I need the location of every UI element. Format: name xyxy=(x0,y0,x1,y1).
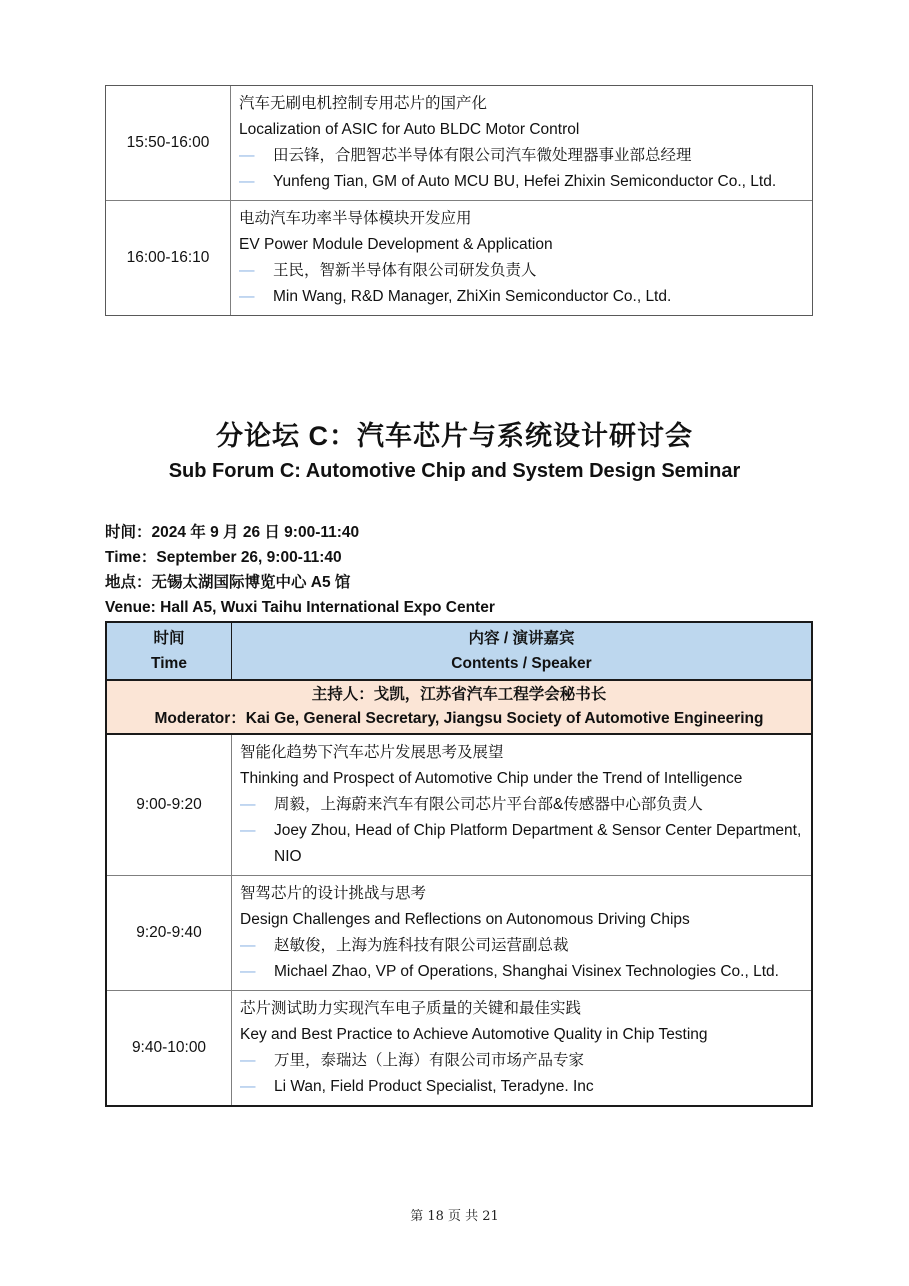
talk-title-en: EV Power Module Development & Application xyxy=(239,236,553,253)
header-content-zh: 内容 / 演讲嘉宾 xyxy=(468,630,575,647)
speaker-text: 王民，智新半导体有限公司研发负责人 xyxy=(273,262,537,279)
section-title xyxy=(0,414,909,483)
em-dash: — xyxy=(240,822,256,839)
header-content-cell xyxy=(232,623,811,679)
speaker-text: 赵敏俊，上海为旌科技有限公司运营副总裁 xyxy=(274,937,569,954)
content-cell xyxy=(231,86,812,200)
table-row xyxy=(106,86,812,200)
table-row xyxy=(106,200,812,315)
speaker-line-en xyxy=(240,818,803,870)
forum-agenda-table xyxy=(105,621,813,1107)
header-time-zh: 时间 xyxy=(153,630,185,647)
content-cell xyxy=(232,735,811,875)
section-title-en: Sub Forum C: Automotive Chip and System Design Seminar xyxy=(168,460,741,482)
em-dash: — xyxy=(240,937,256,954)
speaker-line-zh xyxy=(239,143,804,169)
em-dash: — xyxy=(240,1078,256,1095)
speaker-text: 周毅，上海蔚来汽车有限公司芯片平台部&传感器中心部负责人 xyxy=(274,796,703,813)
meta-venue-en: Venue: Hall A5, Wuxi Taihu International Expo Center xyxy=(105,599,495,616)
speaker-line-zh xyxy=(240,792,803,818)
table-row xyxy=(107,735,811,876)
header-time-cell xyxy=(107,623,232,679)
em-dash: — xyxy=(240,1052,256,1069)
speaker-line-en xyxy=(240,959,803,985)
section-title-zh: 分论坛 C：汽车芯片与系统设计研讨会 xyxy=(216,421,693,451)
em-dash: — xyxy=(239,262,255,279)
speaker-text: Min Wang, R&D Manager, ZhiXin Semiconductor Co., Ltd. xyxy=(273,288,672,305)
talk-title-en: Design Challenges and Reflections on Autonomous Driving Chips xyxy=(240,911,690,928)
talk-title-zh: 汽车无刷电机控制专用芯片的国产化 xyxy=(239,95,488,112)
speaker-text: Joey Zhou, Head of Chip Platform Department & Sensor Center Department, NIO xyxy=(274,822,802,865)
agenda-table-continuation xyxy=(105,85,813,316)
talk-title-en: Key and Best Practice to Achieve Automotive Quality in Chip Testing xyxy=(240,1026,708,1043)
content-cell xyxy=(231,201,812,315)
meta-venue-zh: 地点：无锡太湖国际博览中心 A5 馆 xyxy=(105,574,351,591)
moderator-zh: 主持人：戈凯，江苏省汽车工程学会秘书长 xyxy=(311,686,607,703)
talk-title-zh: 智驾芯片的设计挑战与思考 xyxy=(240,885,427,902)
speaker-text: Li Wan, Field Product Specialist, Teradyne. Inc xyxy=(274,1078,594,1095)
header-time-en: Time xyxy=(151,655,187,672)
em-dash: — xyxy=(240,796,256,813)
speaker-line-zh xyxy=(240,1048,803,1074)
moderator-row xyxy=(107,681,811,735)
speaker-text: 田云锋，合肥智芯半导体有限公司汽车微处理器事业部总经理 xyxy=(273,147,692,164)
speaker-line-en xyxy=(240,1074,803,1100)
header-content-en: Contents / Speaker xyxy=(451,655,592,672)
talk-title-zh: 芯片测试助力实现汽车电子质量的关键和最佳实践 xyxy=(240,1000,582,1017)
table-header-row xyxy=(107,623,811,681)
speaker-line-zh xyxy=(240,933,803,959)
page-number-footer: 第 18 页 共 21 xyxy=(410,1209,499,1224)
em-dash: — xyxy=(239,147,255,164)
speaker-line-en xyxy=(239,169,804,195)
em-dash: — xyxy=(240,963,256,980)
time-cell: 15:50-16:00 xyxy=(106,86,231,200)
speaker-text: Michael Zhao, VP of Operations, Shanghai Visinex Technologies Co., Ltd. xyxy=(274,963,779,980)
content-cell xyxy=(232,991,811,1105)
table-row xyxy=(107,991,811,1105)
talk-title-en: Thinking and Prospect of Automotive Chip under the Trend of Intelligence xyxy=(240,770,743,787)
speaker-line-zh xyxy=(239,258,804,284)
time-cell: 9:40-10:00 xyxy=(107,991,232,1105)
talk-title-zh: 智能化趋势下汽车芯片发展思考及展望 xyxy=(240,744,504,761)
speaker-text: Yunfeng Tian, GM of Auto MCU BU, Hefei Zhixin Semiconductor Co., Ltd. xyxy=(273,173,777,190)
speaker-text: 万里，泰瑞达（上海）有限公司市场产品专家 xyxy=(274,1052,585,1069)
meta-time-zh: 时间：2024 年 9 月 26 日 9:00-11:40 xyxy=(105,524,360,541)
moderator-en: Moderator：Kai Ge, General Secretary, Jiangsu Society of Automotive Engineering xyxy=(154,710,764,727)
em-dash: — xyxy=(239,288,255,305)
time-cell: 16:00-16:10 xyxy=(106,201,231,315)
em-dash: — xyxy=(239,173,255,190)
table-row xyxy=(107,876,811,991)
talk-title-en: Localization of ASIC for Auto BLDC Motor Control xyxy=(239,121,580,138)
event-meta xyxy=(105,520,495,620)
speaker-line-en xyxy=(239,284,804,310)
meta-time-en: Time：September 26, 9:00-11:40 xyxy=(105,549,342,566)
talk-title-zh: 电动汽车功率半导体模块开发应用 xyxy=(239,210,472,227)
content-cell xyxy=(232,876,811,990)
time-cell: 9:20-9:40 xyxy=(107,876,232,990)
time-cell: 9:00-9:20 xyxy=(107,735,232,875)
